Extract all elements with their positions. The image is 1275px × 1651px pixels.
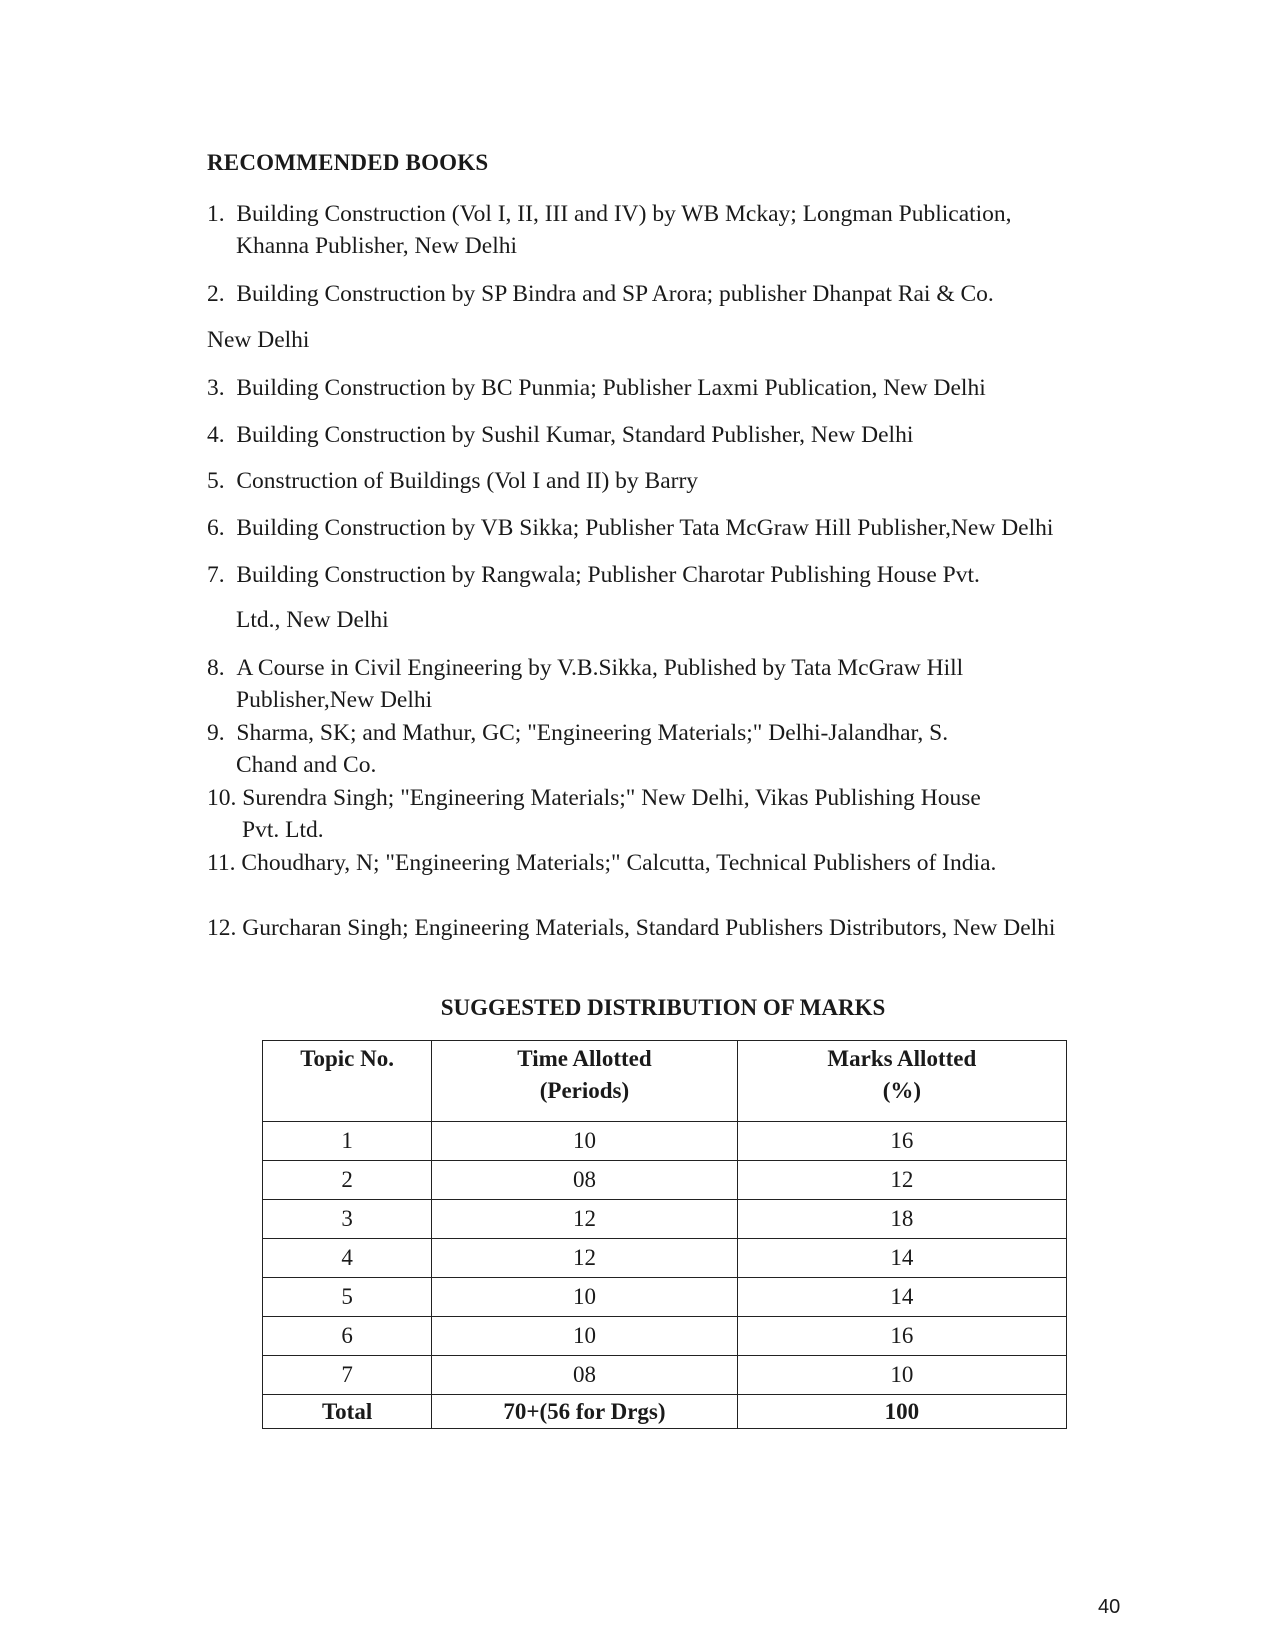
book-item-1 [207, 198, 1012, 230]
marks-cell: 12 [737, 1161, 1066, 1200]
topic-cell: 5 [263, 1278, 432, 1317]
table-row [263, 1278, 1067, 1317]
marks-cell: 18 [737, 1200, 1066, 1239]
book-text: Surendra Singh; "Engineering Materials;" New Delhi, Vikas Publishing House [242, 785, 981, 811]
book-number: 12. [207, 915, 237, 941]
time-cell: 10 [432, 1278, 738, 1317]
book-number: 11. [207, 850, 236, 876]
table-total-row [263, 1395, 1067, 1429]
table-header-row [263, 1041, 1067, 1122]
marks-heading: SUGGESTED DISTRIBUTION OF MARKS [440, 995, 886, 1020]
book-item-9 [207, 717, 948, 749]
book-number: 2. [207, 281, 225, 307]
book-number: 8. [207, 655, 225, 681]
time-cell: 10 [432, 1122, 738, 1161]
header-time-allotted: Time Allotted (Periods) [432, 1041, 738, 1122]
book-item-9-continuation: Chand and Co. [236, 752, 377, 778]
book-number: 10. [207, 785, 237, 811]
book-text: Sharma, SK; and Mathur, GC; "Engineering Materials;" Delhi-Jalandhar, S. [236, 720, 949, 746]
book-number: 7. [207, 562, 225, 588]
book-number: 6. [207, 515, 225, 541]
time-cell: 12 [432, 1239, 738, 1278]
book-text: Building Construction by Sushil Kumar, Standard Publisher, New Delhi [236, 422, 914, 448]
book-text: Gurcharan Singh; Engineering Materials, Standard Publishers Distributors, New Delhi [242, 915, 1056, 941]
total-marks-cell: 100 [737, 1395, 1066, 1429]
table-row [263, 1317, 1067, 1356]
time-cell: 08 [432, 1356, 738, 1395]
book-item-6 [207, 512, 1053, 544]
topic-cell: 6 [263, 1317, 432, 1356]
book-item-7 [207, 559, 980, 591]
book-item-5 [207, 465, 698, 497]
book-item-7-continuation: Ltd., New Delhi [236, 607, 389, 633]
marks-cell: 14 [737, 1239, 1066, 1278]
book-number: 5. [207, 468, 225, 494]
time-cell: 12 [432, 1200, 738, 1239]
book-text: Choudhary, N; "Engineering Materials;" Calcutta, Technical Publishers of India. [241, 850, 997, 876]
book-item-10 [207, 782, 981, 814]
table-row [263, 1356, 1067, 1395]
book-item-2-continuation: New Delhi [207, 327, 310, 353]
table-row [263, 1161, 1067, 1200]
book-item-8-continuation: Publisher,New Delhi [236, 687, 433, 713]
book-text: Building Construction by VB Sikka; Publisher Tata McGraw Hill Publisher,New Delhi [236, 515, 1054, 541]
book-text: Building Construction by SP Bindra and SP Arora; publisher Dhanpat Rai & Co. [236, 281, 994, 307]
total-time-cell: 70+(56 for Drgs) [432, 1395, 738, 1429]
book-item-3 [207, 372, 986, 404]
book-item-10-continuation: Pvt. Ltd. [242, 817, 324, 843]
book-text: A Course in Civil Engineering by V.B.Sikka, Published by Tata McGraw Hill [236, 655, 964, 681]
book-item-12 [207, 912, 1055, 944]
header-topic-no: Topic No. [263, 1041, 432, 1122]
topic-cell: 7 [263, 1356, 432, 1395]
table-row [263, 1239, 1067, 1278]
marks-cell: 10 [737, 1356, 1066, 1395]
header-marks-allotted: Marks Allotted (%) [737, 1041, 1066, 1122]
book-text: Building Construction by Rangwala; Publisher Charotar Publishing House Pvt. [236, 562, 980, 588]
page-number: 40 [1098, 1596, 1121, 1618]
table-row [263, 1122, 1067, 1161]
book-item-4 [207, 419, 913, 451]
marks-cell: 16 [737, 1317, 1066, 1356]
topic-cell: 1 [263, 1122, 432, 1161]
total-label-cell: Total [263, 1395, 432, 1429]
topic-cell: 4 [263, 1239, 432, 1278]
marks-cell: 16 [737, 1122, 1066, 1161]
book-number: 9. [207, 720, 225, 746]
book-number: 3. [207, 375, 225, 401]
book-item-11 [207, 847, 996, 879]
book-number: 4. [207, 422, 225, 448]
marks-cell: 14 [737, 1278, 1066, 1317]
book-item-2 [207, 278, 994, 310]
book-text: Construction of Buildings (Vol I and II) by Barry [236, 468, 699, 494]
book-text: Building Construction (Vol I, II, III and IV) by WB Mckay; Longman Publication, [236, 201, 1012, 227]
marks-distribution-table [262, 1040, 1067, 1429]
time-cell: 10 [432, 1317, 738, 1356]
book-item-1-continuation: Khanna Publisher, New Delhi [236, 233, 518, 259]
book-number: 1. [207, 201, 225, 227]
topic-cell: 2 [263, 1161, 432, 1200]
table-row [263, 1200, 1067, 1239]
book-text: Building Construction by BC Punmia; Publisher Laxmi Publication, New Delhi [236, 375, 986, 401]
book-item-8 [207, 652, 963, 684]
time-cell: 08 [432, 1161, 738, 1200]
topic-cell: 3 [263, 1200, 432, 1239]
books-heading: RECOMMENDED BOOKS [207, 150, 489, 175]
